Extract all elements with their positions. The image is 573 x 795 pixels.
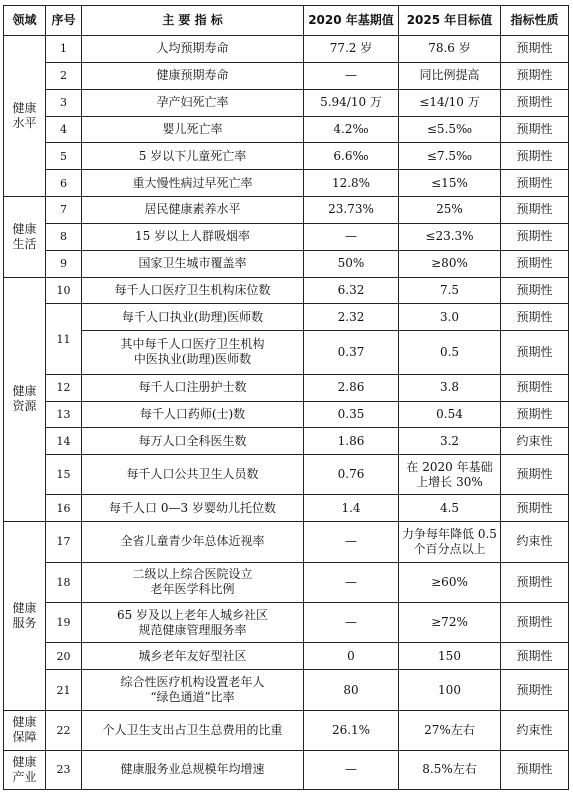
row-no: 22 xyxy=(46,711,82,750)
row-target: 78.6 岁 xyxy=(399,36,501,63)
row-no: 17 xyxy=(46,522,82,562)
row-target: ≤23.3% xyxy=(399,223,501,250)
domain-health-level: 健康 水平 xyxy=(4,36,46,197)
row-no: 20 xyxy=(46,643,82,670)
row-nature: 预期性 xyxy=(501,277,569,304)
row-indicator: 每千人口注册护士数 xyxy=(82,374,304,401)
table-row xyxy=(4,250,569,277)
row-no: 1 xyxy=(46,36,82,63)
table-row xyxy=(4,711,569,750)
table-row xyxy=(4,304,569,331)
row-base: 23.73% xyxy=(304,197,399,224)
indicator-table xyxy=(3,5,569,790)
row-nature: 预期性 xyxy=(501,602,569,642)
row-no: 8 xyxy=(46,223,82,250)
table-row xyxy=(4,522,569,562)
row-target: 25% xyxy=(399,197,501,224)
domain-health-service: 健康 服务 xyxy=(4,522,46,711)
row-target: 在 2020 年基础 上增长 30% xyxy=(399,455,501,495)
row-base: — xyxy=(304,562,399,602)
row-no: 18 xyxy=(46,562,82,602)
table-row xyxy=(4,197,569,224)
row-base: 5.94/10 万 xyxy=(304,89,399,116)
row-nature: 预期性 xyxy=(501,401,569,428)
row-target: 150 xyxy=(399,643,501,670)
row-target: ≥72% xyxy=(399,602,501,642)
row-nature: 预期性 xyxy=(501,62,569,89)
header-domain: 领域 xyxy=(4,6,46,36)
row-target: 8.5%左右 xyxy=(399,750,501,789)
table-row xyxy=(4,602,569,642)
row-no: 14 xyxy=(46,428,82,455)
row-base: 1.86 xyxy=(304,428,399,455)
row-nature: 预期性 xyxy=(501,223,569,250)
row-base: 0.35 xyxy=(304,401,399,428)
table-row xyxy=(4,36,569,63)
row-indicator: 65 岁及以上老年人城乡社区 规范健康管理服务率 xyxy=(82,602,304,642)
row-no: 9 xyxy=(46,250,82,277)
row-base: 80 xyxy=(304,670,399,711)
row-base: — xyxy=(304,223,399,250)
row-nature: 预期性 xyxy=(501,670,569,711)
table-row xyxy=(4,331,569,374)
table-row xyxy=(4,170,569,197)
row-target: ≥60% xyxy=(399,562,501,602)
table-row xyxy=(4,670,569,711)
row-no: 21 xyxy=(46,670,82,711)
row-base: — xyxy=(304,602,399,642)
row-no: 11 xyxy=(46,304,82,374)
table-row xyxy=(4,643,569,670)
row-target: 3.0 xyxy=(399,304,501,331)
header-no: 序号 xyxy=(46,6,82,36)
row-target: ≤15% xyxy=(399,170,501,197)
row-nature: 约束性 xyxy=(501,428,569,455)
row-no: 4 xyxy=(46,116,82,143)
row-nature: 预期性 xyxy=(501,750,569,789)
row-target: 3.2 xyxy=(399,428,501,455)
row-indicator: 健康服务业总规模年均增速 xyxy=(82,750,304,789)
table-row xyxy=(4,223,569,250)
row-target: 3.8 xyxy=(399,374,501,401)
row-no: 5 xyxy=(46,143,82,170)
row-indicator: 城乡老年友好型社区 xyxy=(82,643,304,670)
row-indicator: 二级以上综合医院设立 老年医学科比例 xyxy=(82,562,304,602)
table-row xyxy=(4,401,569,428)
row-no: 7 xyxy=(46,197,82,224)
row-nature: 预期性 xyxy=(501,495,569,522)
row-nature: 预期性 xyxy=(501,304,569,331)
table-row xyxy=(4,89,569,116)
row-base: 2.86 xyxy=(304,374,399,401)
row-base: — xyxy=(304,62,399,89)
row-target: 27%左右 xyxy=(399,711,501,750)
row-no: 15 xyxy=(46,455,82,495)
row-nature: 预期性 xyxy=(501,197,569,224)
row-indicator: 居民健康素养水平 xyxy=(82,197,304,224)
domain-health-resource: 健康 资源 xyxy=(4,277,46,522)
domain-health-life: 健康 生活 xyxy=(4,197,46,278)
row-base: 4.2‰ xyxy=(304,116,399,143)
row-no: 3 xyxy=(46,89,82,116)
row-nature: 预期性 xyxy=(501,170,569,197)
row-nature: 预期性 xyxy=(501,36,569,63)
row-target: 同比例提高 xyxy=(399,62,501,89)
header-nature: 指标性质 xyxy=(501,6,569,36)
row-indicator: 每千人口药师(士)数 xyxy=(82,401,304,428)
table-row xyxy=(4,143,569,170)
row-indicator: 5 岁以下儿童死亡率 xyxy=(82,143,304,170)
table-row xyxy=(4,495,569,522)
row-base: 6.6‰ xyxy=(304,143,399,170)
row-target: ≤7.5‰ xyxy=(399,143,501,170)
row-indicator: 健康预期寿命 xyxy=(82,62,304,89)
row-nature: 预期性 xyxy=(501,143,569,170)
row-target: ≤5.5‰ xyxy=(399,116,501,143)
row-base: 2.32 xyxy=(304,304,399,331)
row-indicator: 每千人口医疗卫生机构床位数 xyxy=(82,277,304,304)
row-base: 6.32 xyxy=(304,277,399,304)
row-target: 力争每年降低 0.5 个百分点以上 xyxy=(399,522,501,562)
row-indicator: 其中每千人口医疗卫生机构 中医执业(助理)医师数 xyxy=(82,331,304,374)
header-indicator: 主 要 指 标 xyxy=(82,6,304,36)
row-nature: 约束性 xyxy=(501,711,569,750)
row-no: 13 xyxy=(46,401,82,428)
row-nature: 预期性 xyxy=(501,562,569,602)
domain-health-industry: 健康 产业 xyxy=(4,750,46,789)
row-nature: 预期性 xyxy=(501,374,569,401)
row-target: 0.5 xyxy=(399,331,501,374)
row-indicator: 15 岁以上人群吸烟率 xyxy=(82,223,304,250)
table-row xyxy=(4,428,569,455)
row-indicator: 综合性医疗机构设置老年人 “绿色通道”比率 xyxy=(82,670,304,711)
row-nature: 预期性 xyxy=(501,89,569,116)
row-indicator: 人均预期寿命 xyxy=(82,36,304,63)
table-row xyxy=(4,750,569,789)
row-base: 1.4 xyxy=(304,495,399,522)
row-indicator: 每千人口执业(助理)医师数 xyxy=(82,304,304,331)
row-base: — xyxy=(304,522,399,562)
row-no: 23 xyxy=(46,750,82,789)
table-row xyxy=(4,277,569,304)
row-indicator: 重大慢性病过早死亡率 xyxy=(82,170,304,197)
row-base: 50% xyxy=(304,250,399,277)
row-indicator: 每千人口 0—3 岁婴幼儿托位数 xyxy=(82,495,304,522)
table-row xyxy=(4,62,569,89)
row-target: 4.5 xyxy=(399,495,501,522)
row-nature: 预期性 xyxy=(501,455,569,495)
row-indicator: 孕产妇死亡率 xyxy=(82,89,304,116)
row-indicator: 个人卫生支出占卫生总费用的比重 xyxy=(82,711,304,750)
header-target-2025: 2025 年目标值 xyxy=(399,6,501,36)
row-nature: 预期性 xyxy=(501,116,569,143)
table-row xyxy=(4,455,569,495)
row-no: 10 xyxy=(46,277,82,304)
header-base-2020: 2020 年基期值 xyxy=(304,6,399,36)
row-nature: 约束性 xyxy=(501,522,569,562)
row-indicator: 婴儿死亡率 xyxy=(82,116,304,143)
row-target: ≥80% xyxy=(399,250,501,277)
row-base: — xyxy=(304,750,399,789)
row-no: 16 xyxy=(46,495,82,522)
row-no: 2 xyxy=(46,62,82,89)
row-indicator: 国家卫生城市覆盖率 xyxy=(82,250,304,277)
row-base: 12.8% xyxy=(304,170,399,197)
row-nature: 预期性 xyxy=(501,643,569,670)
row-nature: 预期性 xyxy=(501,250,569,277)
row-base: 0.37 xyxy=(304,331,399,374)
row-no: 12 xyxy=(46,374,82,401)
header-row xyxy=(4,6,569,36)
domain-health-security: 健康 保障 xyxy=(4,711,46,750)
row-no: 6 xyxy=(46,170,82,197)
row-indicator: 每千人口公共卫生人员数 xyxy=(82,455,304,495)
row-target: 0.54 xyxy=(399,401,501,428)
row-indicator: 全省儿童青少年总体近视率 xyxy=(82,522,304,562)
row-target: ≤14/10 万 xyxy=(399,89,501,116)
row-base: 0 xyxy=(304,643,399,670)
row-base: 0.76 xyxy=(304,455,399,495)
row-target: 100 xyxy=(399,670,501,711)
row-base: 26.1% xyxy=(304,711,399,750)
table-row xyxy=(4,562,569,602)
row-target: 7.5 xyxy=(399,277,501,304)
table-row xyxy=(4,374,569,401)
row-indicator: 每万人口全科医生数 xyxy=(82,428,304,455)
row-no: 19 xyxy=(46,602,82,642)
row-base: 77.2 岁 xyxy=(304,36,399,63)
table-row xyxy=(4,116,569,143)
row-nature: 预期性 xyxy=(501,331,569,374)
